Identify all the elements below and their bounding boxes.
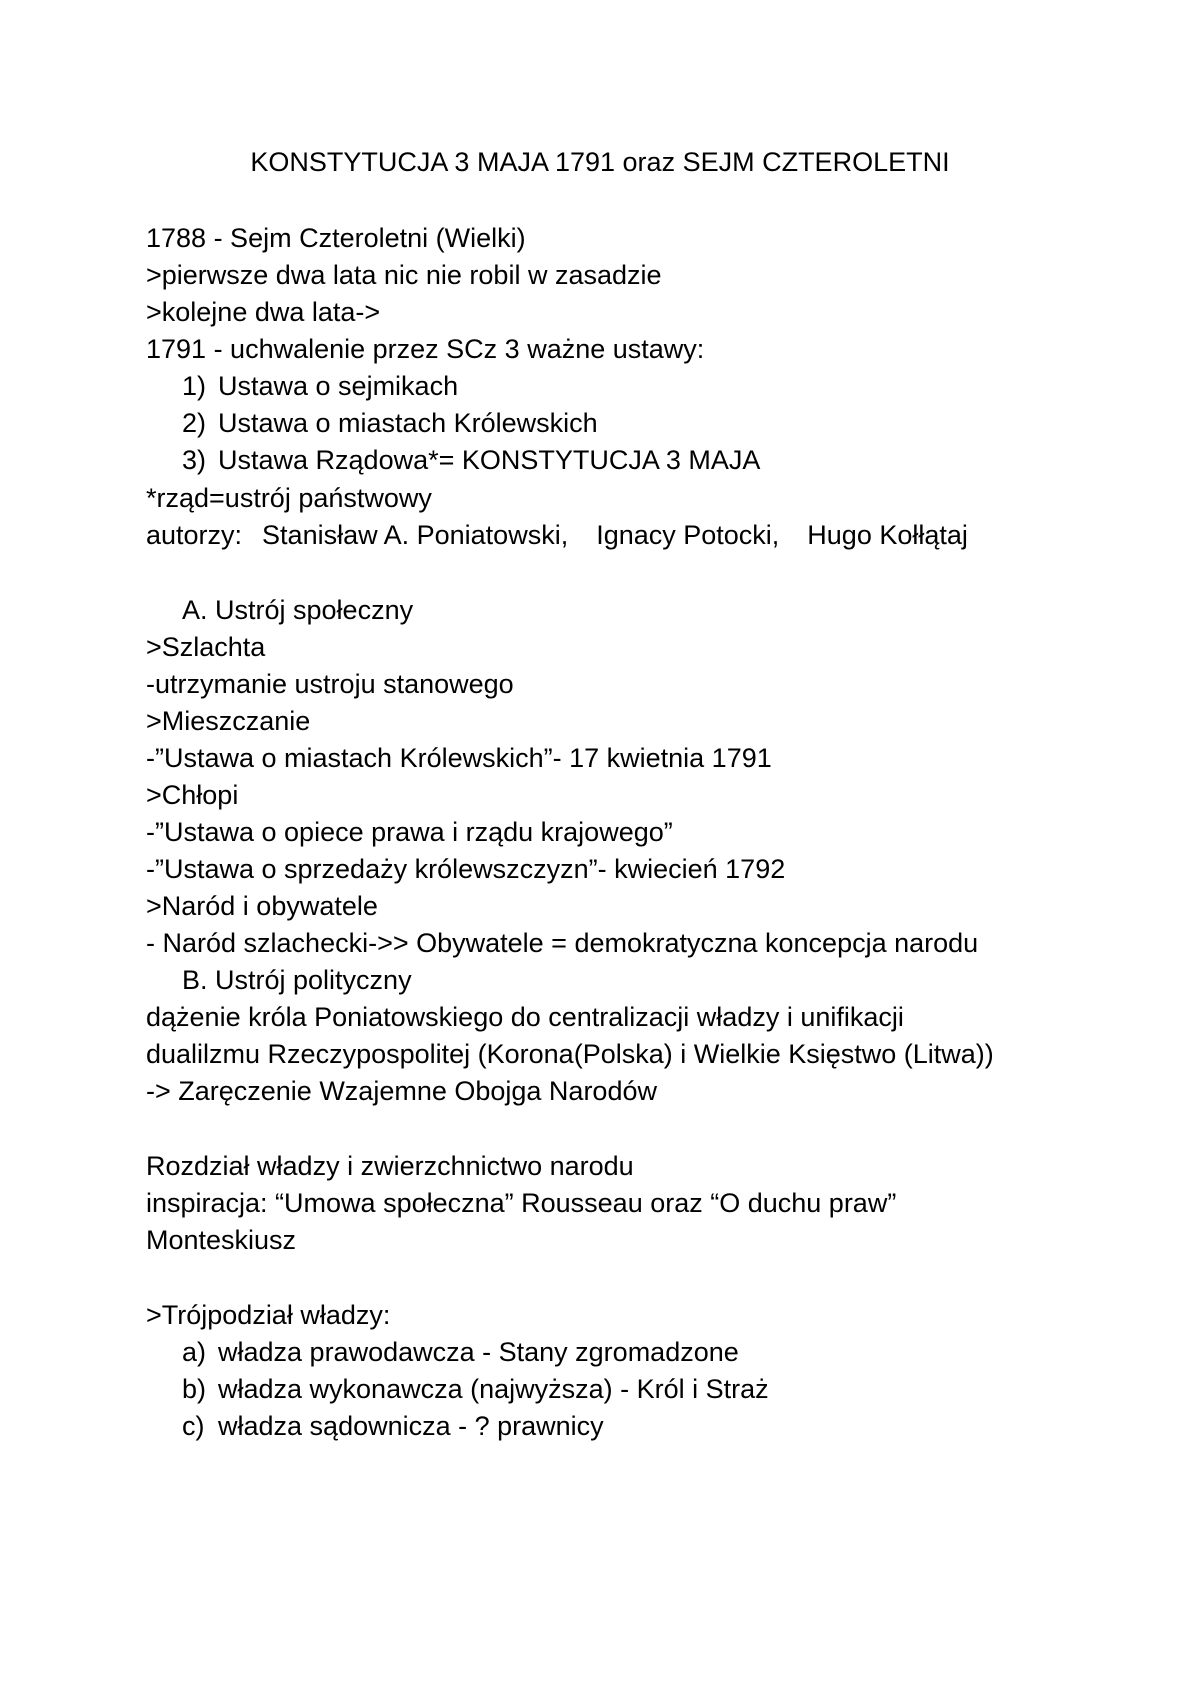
- tripartite-letter: a): [182, 1337, 207, 1367]
- document-title: KONSTYTUCJA 3 MAJA 1791 oraz SEJM CZTEROLETNI: [250, 147, 950, 177]
- separation-line-2: inspiracja: “Umowa społeczna” Rousseau oraz “O duchu praw”: [146, 1188, 897, 1218]
- law-number: 2): [182, 408, 207, 438]
- law-text: Ustawa o miastach Królewskich: [218, 408, 598, 438]
- tripartite-item-b: [182, 1371, 769, 1408]
- authors-label: autorzy:: [146, 520, 243, 550]
- separation-line-1: Rozdział władzy i zwierzchnictwo narodu: [146, 1151, 634, 1181]
- section-b-line-2: dualilzmu Rzeczypospolitej (Korona(Polska) i Wielkie Księstwo (Litwa)): [146, 1039, 994, 1069]
- section-a-line-7: -”Ustawa o sprzedaży królewszczyzn”- kwiecień 1792: [146, 854, 786, 884]
- section-a-line-8: >Naród i obywatele: [146, 891, 378, 921]
- law-text: Ustawa o sejmikach: [218, 371, 459, 401]
- section-a-line-2: -utrzymanie ustroju stanowego: [146, 669, 514, 699]
- section-b-heading: B. Ustrój polityczny: [182, 965, 412, 995]
- section-a-line-6: -”Ustawa o opiece prawa i rządu krajowego”: [146, 817, 673, 847]
- author-2: Ignacy Potocki,: [596, 520, 780, 550]
- tripartite-text: władza wykonawcza (najwyższa) - Król i Straż: [218, 1374, 769, 1404]
- footnote: *rząd=ustrój państwowy: [146, 483, 432, 513]
- section-a-heading: A. Ustrój społeczny: [182, 595, 414, 625]
- law-number: 1): [182, 371, 207, 401]
- tripartite-text: władza prawodawcza - Stany zgromadzone: [218, 1337, 739, 1367]
- section-a-line-4: -”Ustawa o miastach Królewskich”- 17 kwietnia 1791: [146, 743, 772, 773]
- tripartite-item-c: [182, 1408, 604, 1445]
- authors-line: [146, 517, 968, 554]
- tripartite-item-a: [182, 1334, 739, 1371]
- tripartite-heading: >Trójpodział władzy:: [146, 1300, 391, 1330]
- separation-line-3: Monteskiusz: [146, 1225, 297, 1255]
- law-text: Ustawa Rządowa*= KONSTYTUCJA 3 MAJA: [218, 445, 761, 475]
- intro-line-3: >kolejne dwa lata->: [146, 297, 381, 327]
- author-3: Hugo Kołłątaj: [807, 520, 968, 550]
- intro-line-2: >pierwsze dwa lata nic nie robil w zasadzie: [146, 260, 662, 290]
- law-item-2: [182, 405, 598, 442]
- section-b-line-1: dążenie króla Poniatowskiego do centralizacji władzy i unifikacji: [146, 1002, 904, 1032]
- tripartite-text: władza sądownicza - ? prawnicy: [218, 1411, 604, 1441]
- tripartite-letter: b): [182, 1374, 207, 1404]
- intro-line-4: 1791 - uchwalenie przez SCz 3 ważne ustawy:: [146, 334, 705, 364]
- law-number: 3): [182, 445, 207, 475]
- section-a-line-9: - Naród szlachecki->> Obywatele = demokratyczna koncepcja narodu: [146, 928, 979, 958]
- author-1: Stanisław A. Poniatowski,: [262, 520, 569, 550]
- section-a-line-1: >Szlachta: [146, 632, 266, 662]
- section-a-line-5: >Chłopi: [146, 780, 239, 810]
- intro-line-1: 1788 - Sejm Czteroletni (Wielki): [146, 223, 526, 253]
- law-item-3: [182, 442, 760, 479]
- law-item-1: [182, 368, 458, 405]
- section-a-line-3: >Mieszczanie: [146, 706, 311, 736]
- section-b-line-3: -> Zaręczenie Wzajemne Obojga Narodów: [146, 1076, 657, 1106]
- tripartite-letter: c): [182, 1411, 205, 1441]
